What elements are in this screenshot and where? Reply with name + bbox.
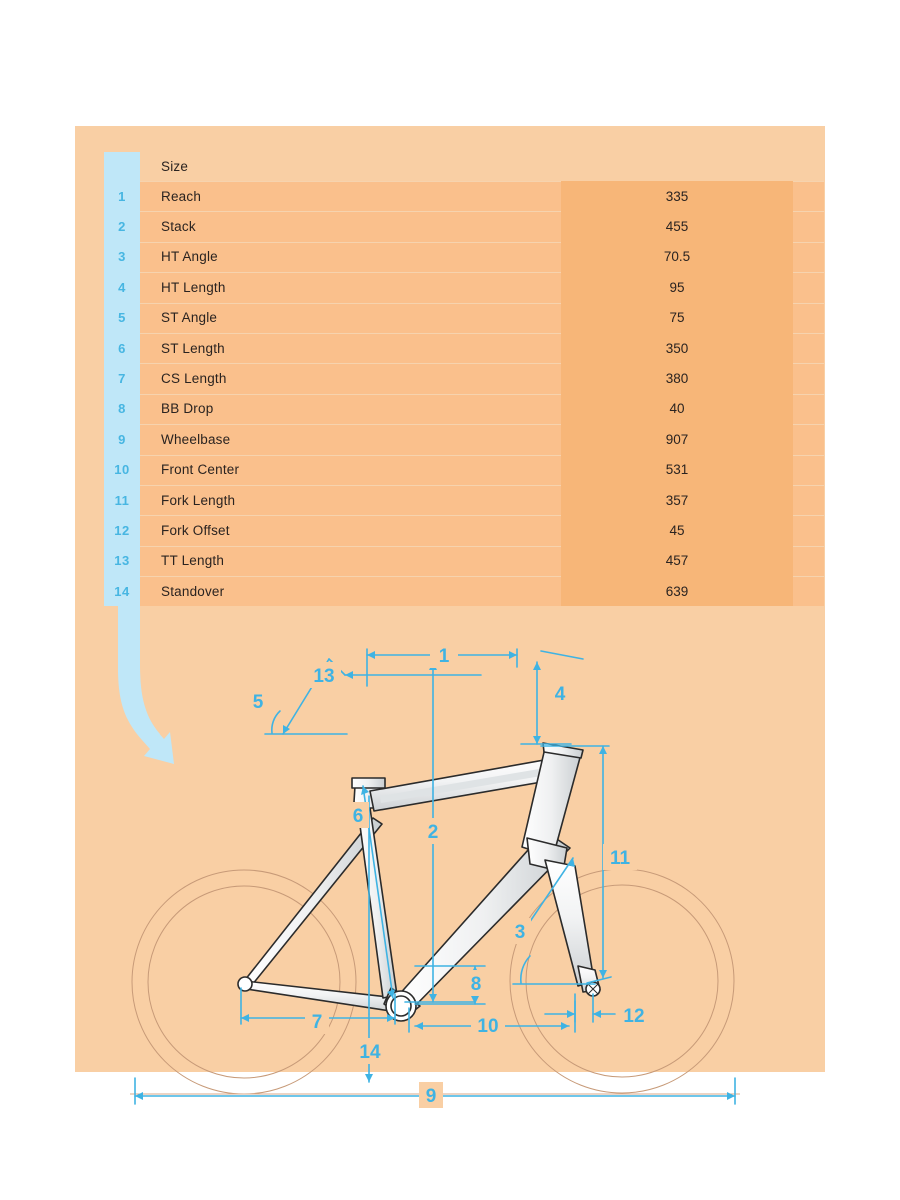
callout-tt-length: 13 <box>313 666 335 687</box>
callout-bb-drop: 8 <box>470 974 482 995</box>
header-value-cell <box>561 152 793 181</box>
row-index-cell: 8 <box>104 394 140 424</box>
row-index-cell: 6 <box>104 333 140 363</box>
callout-fork-length: 11 <box>609 848 631 869</box>
row-label-cell: TT Length <box>161 553 225 569</box>
row-label-cell: BB Drop <box>161 401 214 417</box>
row-value-cell: 70.5 <box>561 242 793 272</box>
table-row[interactable] <box>104 181 824 211</box>
table-row[interactable] <box>104 576 824 606</box>
row-label-cell: CS Length <box>161 371 227 387</box>
row-value-cell: 907 <box>561 424 793 454</box>
row-label-cell: Fork Length <box>161 492 236 508</box>
row-index-cell: 9 <box>104 424 140 454</box>
row-index-cell: 5 <box>104 303 140 333</box>
callout-stack: 2 <box>427 822 439 843</box>
row-label-cell: Front Center <box>161 462 240 478</box>
row-value-cell: 357 <box>561 485 793 515</box>
row-label-cell: Stack <box>161 219 196 235</box>
row-value-cell: 531 <box>561 455 793 485</box>
row-label-cell: Standover <box>161 583 225 599</box>
header-label-cell: Size <box>161 159 189 174</box>
table-row[interactable] <box>104 455 824 485</box>
bicycle-frame <box>238 743 600 1021</box>
callout-ht-angle: 3 <box>514 922 526 943</box>
row-label-cell: HT Angle <box>161 249 218 265</box>
row-label-cell: Reach <box>161 188 202 204</box>
table-row[interactable] <box>104 303 824 333</box>
row-value-cell: 40 <box>561 394 793 424</box>
table-body <box>104 181 824 606</box>
callout-front-center: 10 <box>477 1016 499 1037</box>
row-index-cell: 11 <box>104 485 140 515</box>
dimension-lines <box>135 649 735 1104</box>
callout-cs-length: 7 <box>311 1012 323 1033</box>
row-index-cell: 2 <box>104 211 140 241</box>
table-row[interactable] <box>104 242 824 272</box>
table-row[interactable] <box>104 272 824 302</box>
geometry-table <box>104 152 824 606</box>
bicycle-geometry-diagram <box>75 626 825 1107</box>
row-value-cell: 45 <box>561 515 793 545</box>
callout-st-length: 6 <box>352 806 364 827</box>
row-index-cell: 12 <box>104 515 140 545</box>
row-value-cell: 350 <box>561 333 793 363</box>
row-label-cell: ST Length <box>161 340 225 356</box>
row-index-cell: 13 <box>104 546 140 576</box>
row-value-cell: 457 <box>561 546 793 576</box>
callout-ht-length: 4 <box>554 684 566 705</box>
table-row[interactable] <box>104 363 824 393</box>
row-value-cell: 639 <box>561 576 793 606</box>
dimension-labels <box>247 642 651 1108</box>
row-value-cell: 75 <box>561 303 793 333</box>
callout-st-angle: 5 <box>252 692 264 713</box>
table-row[interactable] <box>104 546 824 576</box>
row-index-cell: 4 <box>104 272 140 302</box>
callout-fork-offset: 12 <box>623 1006 645 1027</box>
row-label-cell: HT Length <box>161 279 226 295</box>
table-row[interactable] <box>104 394 824 424</box>
table-row[interactable] <box>104 333 824 363</box>
geometry-panel <box>75 126 825 1107</box>
row-value-cell: 380 <box>561 363 793 393</box>
row-index-cell: 7 <box>104 363 140 393</box>
table-row[interactable] <box>104 211 824 241</box>
row-index-cell: 14 <box>104 576 140 606</box>
table-row[interactable] <box>104 515 824 545</box>
row-index-cell: 10 <box>104 455 140 485</box>
table-row[interactable] <box>104 424 824 454</box>
row-value-cell: 335 <box>561 181 793 211</box>
row-label-cell: Fork Offset <box>161 522 230 538</box>
callout-reach: 1 <box>438 646 450 667</box>
row-value-cell: 95 <box>561 272 793 302</box>
row-index-cell: 1 <box>104 181 140 211</box>
header-index-cell <box>104 152 140 181</box>
row-label-cell: Wheelbase <box>161 431 231 447</box>
row-label-cell: ST Angle <box>161 310 218 326</box>
callout-standover: 14 <box>359 1042 381 1063</box>
callout-wheelbase: 9 <box>425 1086 437 1107</box>
row-index-cell: 3 <box>104 242 140 272</box>
row-value-cell: 455 <box>561 211 793 241</box>
table-header-row <box>104 152 824 181</box>
table-row[interactable] <box>104 485 824 515</box>
